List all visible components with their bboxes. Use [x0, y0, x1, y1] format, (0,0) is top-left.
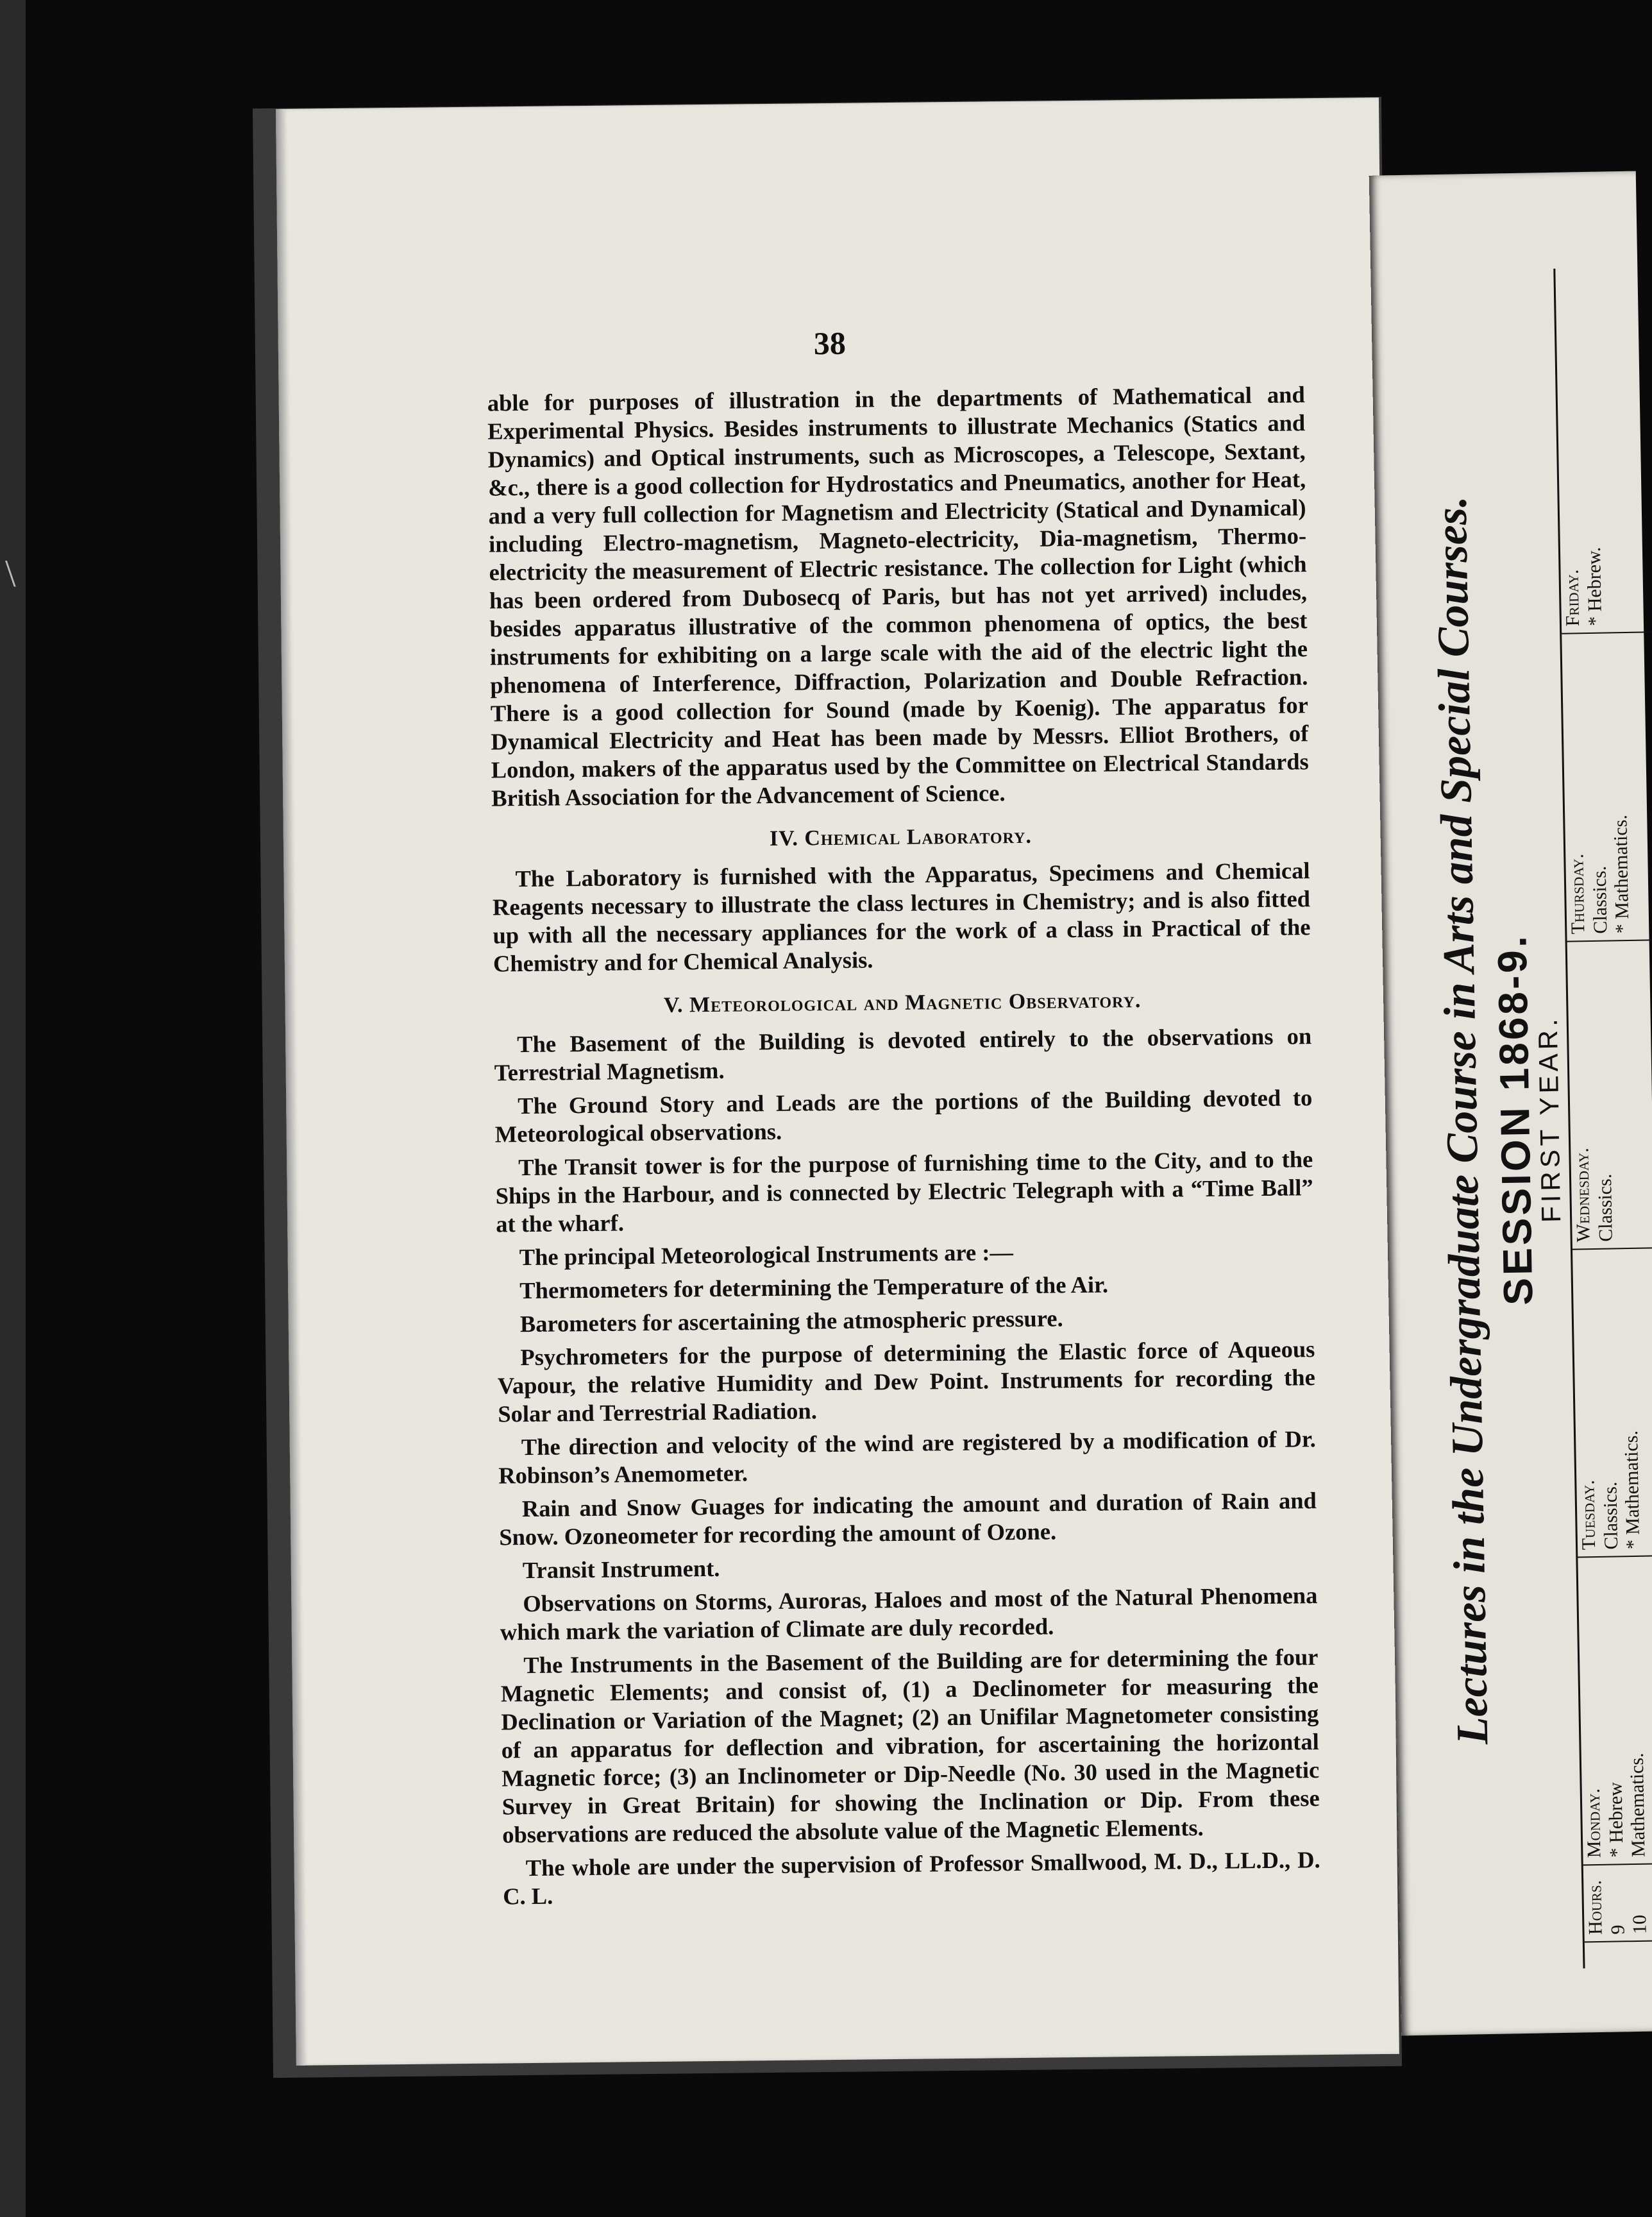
paragraph-physics: able for purposes of illustration in the departments of Mathematical and Experimental Physics. Besides instruments to illustrate Mechanics (Statics and Dynamics) and Optical instruments, such as Microscopes, a Telescope, Sextant, &c., there is a good collection for Hydrostatics and Pneumatics, another for Heat, and a very full collection for Magnetism and Electricity (Statical and Dynamical) including Electro-magnetism, Magneto-electricity, Dia-magnetism, Thermo-electricity the measurement of Electric resistance. The collection for Light (which has been ordered from Dubosecq of Paris, but has not yet arrived) includes, besides apparatus illustrative of the common phenomena of optics, the best instruments for exhibiting on a large scale with the aid of the electric light the phenomena of Interference, Diffraction, Polarization and Double Refraction. There is a good collection for Sound (made by Koenig). The apparatus for Dynamical Electricity and Heat has been made by Messrs. Elliot Brothers, of London, makers of the apparatus used by the Committee on Electrical Standards British Association for the Advancement of Science. — [487, 381, 1309, 811]
timetable-cell: 9 — [1607, 1924, 1629, 1935]
timetable-cell: * Mathematics. — [1620, 1430, 1644, 1550]
timetable-cell: * Mathematics. — [1610, 814, 1633, 934]
timetable-header: Wednesday. — [1571, 1147, 1594, 1243]
page-number: 38 — [813, 325, 847, 362]
paragraph-rain-snow: Rain and Snow Guages for indicating the amount and duration of Rain and Snow. Ozoneometer for recording the amount of Ozone. — [499, 1487, 1317, 1550]
timetable-cell: * Hebrew. — [1583, 547, 1606, 627]
timetable-cell: Classics. — [1599, 1481, 1622, 1550]
paragraph-transit-tower: The Transit tower is for the purpose of furnishing time to the City, and to the Ships in the Harbour, and is connected by Electric Telegraph with a “Time Ball” at the wharf. — [495, 1146, 1313, 1237]
timetable-col-hours — [1583, 1863, 1652, 1942]
film-scratch-mark: \ — [5, 552, 16, 595]
timetable-header: Friday. — [1561, 569, 1584, 627]
timetable-col-thursday — [1562, 631, 1652, 942]
paragraph-chemical-laboratory: The Laboratory is furnished with the Apparatus, Specimens and Chemical Reagents necessary to illustrate the class lectures in Chemistry; and is also fitted up with all the necessary appliances for the work of a class in Practical of the Chemistry and for Chemical Analysis. — [492, 857, 1311, 977]
timetable-col-monday — [1578, 1555, 1652, 1865]
paragraph-psychrometers: Psychrometers for the purpose of determining the Elastic force of Aqueous Vapour, the relative Humidity and Dew Point. Instruments for recording the Solar and Terrestrial Radiation. — [497, 1336, 1316, 1427]
timetable-cell: Classics. — [1589, 865, 1612, 935]
timetable-header: Thursday. — [1566, 853, 1589, 935]
film-margin-left — [0, 0, 26, 2217]
facing-page — [1369, 171, 1652, 2036]
heading-chemical-laboratory: IV. Chemical Laboratory. — [769, 824, 1032, 851]
paragraph-transit-instrument: Transit Instrument. — [522, 1554, 720, 1584]
document-page — [276, 98, 1399, 2066]
paragraph-observations: Observations on Storms, Auroras, Haloes and most of the Natural Phenomena which mark the variation of Climate are duly recorded. — [500, 1582, 1318, 1645]
paragraph-supervision: The whole are under the supervision of Professor Smallwood, M. D., LL.D., D. C. L. — [502, 1846, 1320, 1910]
timetable-header: Tuesday. — [1577, 1479, 1600, 1550]
heading-observatory: V. Meteorological and Magnetic Observatory. — [663, 988, 1142, 1017]
paragraph-instruments-intro: The principal Meteorological Instruments are :— — [519, 1239, 1014, 1271]
paragraph-wind: The direction and velocity of the wind are registered by a modification of Dr. Robinson’s Anemometer. — [498, 1425, 1317, 1489]
paragraph-magnetic-instruments: The Instruments in the Basement of the Building are for determining the four Magnetic Elements; and consist of, (1) a Declinometer for measuring the Declination or Variation of the Magnet; (2) an Unifilar Magnetometer consisting of an apparatus for deflection and vibration, for ascertaining the horizontal Magnetic force; (3) an Inclinometer or Dip-Needle (No. 30 used in the Magnetic Survey in Great Britain) for showing the Inclination or Dip. From these observations are reduced the absolute value of the Magnetic Elements. — [500, 1644, 1320, 1848]
paragraph-basement: The Basement of the Building is devoted entirely to the observations on Terrestrial Magnetism. — [494, 1023, 1312, 1086]
facing-page-session: SESSION 1868-9. — [1488, 933, 1542, 1306]
paragraph-barometers: Barometers for ascertaining the atmospheric pressure. — [519, 1305, 1063, 1338]
paragraph-thermometers: Thermometers for determining the Temperature of the Air. — [519, 1271, 1109, 1304]
facing-page-year: FIRST YEAR. — [1532, 1015, 1567, 1223]
body-text — [487, 380, 1321, 1915]
facing-page-rotated-content — [1370, 235, 1652, 1972]
timetable-header: Monday. — [1582, 1788, 1605, 1858]
paragraph-ground-story: The Ground Story and Leads are the portions of the Building devoted to Meteorological observations. — [494, 1084, 1313, 1148]
timetable-cell: Classics. — [1594, 1173, 1617, 1242]
timetable-cell: Mathematics. — [1626, 1753, 1649, 1858]
timetable-cell: 10 — [1629, 1914, 1651, 1935]
timetable-col-friday — [1556, 323, 1651, 634]
timetable-col-wednesday — [1567, 939, 1652, 1250]
timetable-col-tuesday — [1572, 1247, 1652, 1558]
facing-page-title: Lectures in the Undergraduate Course in Arts and Special Courses. — [1426, 496, 1498, 1746]
timetable-header: Hours. — [1584, 1880, 1606, 1935]
timetable-cell: * Hebrew — [1605, 1781, 1628, 1858]
